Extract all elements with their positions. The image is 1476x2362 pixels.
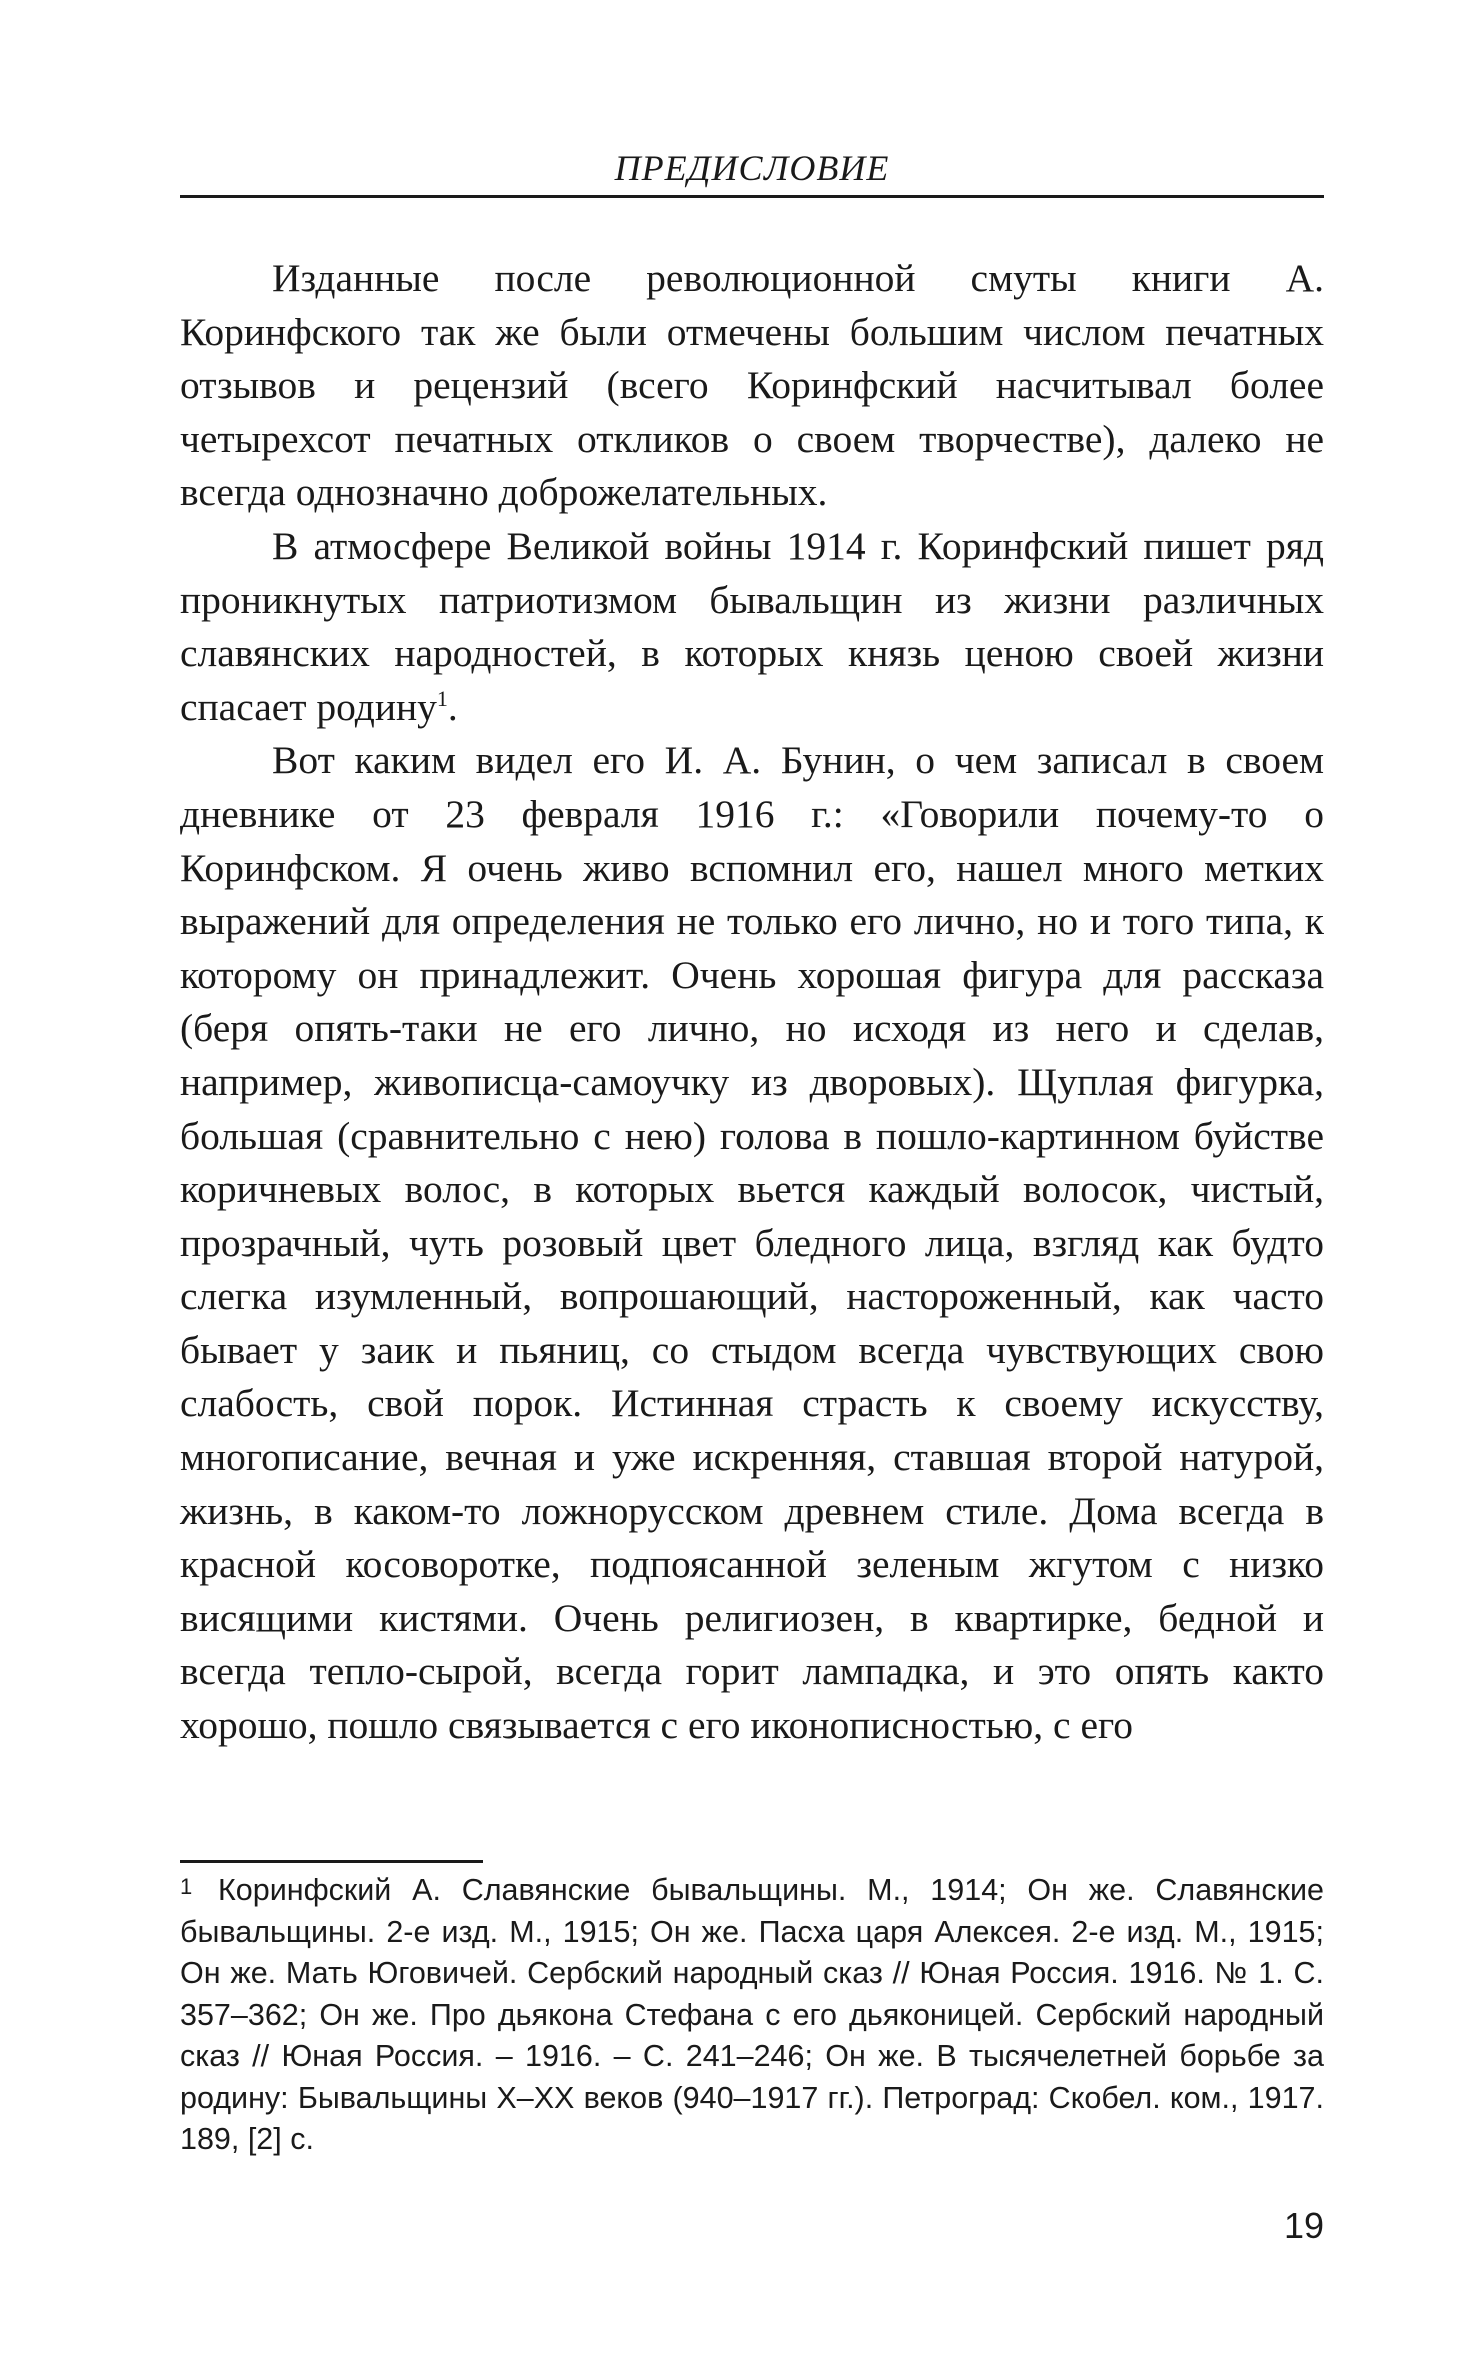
page-number: 19 [1283, 2205, 1324, 2246]
paragraph-2-tail: . [447, 684, 458, 729]
paragraph-1: Изданные после революционной смуты книги А. Коринфского так же были отмечены большим числом печатных отзывов и рецензий (всего Коринфский насчитывал более четырехсот печатных откликов о своем творчестве), далеко не всегда однозначно доброжелательных. [180, 256, 1324, 515]
footnote-reference[interactable]: 1 [436, 685, 448, 711]
footnote [180, 1870, 1324, 2161]
paragraph-2 [180, 520, 1324, 734]
footnote-number: 1 [180, 1874, 193, 1899]
paragraph-3: Вот каким видел его И. А. Бунин, о чем записал в своем дневнике от 23 февраля 1916 г.: «Говорили почему-то о Коринфском. Я очень живо вспомнил его, нашел много метких выражений для определения не только его лично, но и того типа, к которому он принадлежит. Очень хорошая фигура для рассказа (беря опять-таки не его лично, но исходя из него и сделав, например, живописца-самоучку из дворовых). Щуплая фигурка, большая (сравнительно с нею) голова в пошло-картинном буйстве коричневых волос, в которых вьется каждый волосок, чистый, прозрачный, чуть розовый цвет бледного лица, взгляд как будто слегка изумленный, вопрошающий, настороженный, как часто бывает у заик и пьяниц, со стыдом всегда чувствующих свою слабость, свой порок. Истинная страсть к своему искусству, многописание, вечная и уже искренняя, ставшая второй натурой, жизнь, в каком-то ложнорусском древнем стиле. Дома всегда в красной косоворотке, подпоясанной зеленым жгутом с низко висящими кистями. Очень религиозен, в квартирке, бедной и всегда тепло-сырой, всегда горит лампадка, и это опять както хорошо, пошло связывается с его иконописностью, с его [180, 738, 1324, 1748]
header-rule [180, 195, 1324, 198]
main-text [180, 252, 1324, 1753]
running-header: ПРЕДИСЛОВИЕ [614, 148, 890, 188]
footnote-rule [180, 1860, 483, 1863]
paragraph-2-text: В атмосфере Великой войны 1914 г. Коринфский пишет ряд проникнутых патриотизмом бывальщин из жизни различных славянских народностей, в которых князь ценою своей жизни спасает родину [180, 523, 1324, 729]
footnote-text: Коринфский А. Славянские бывальщины. М., 1914; Он же. Славянские бывальщины. 2-е изд. М., 1915; Он же. Пасха царя Алексея. 2-е изд. М., 1915; Он же. Мать Юговичей. Сербский народный сказ // Юная Россия. 1916. № 1. С. 357–362; Он же. Про дьякона Стефана с его дьяконицей. Сербский народный сказ // Юная Россия. – 1916. – С. 241–246; Он же. В тысячелетней борьбе за родину: Бывальщины X–XX веков (940–1917 гг.). Петроград: Скобел. ком., 1917. 189, [2] с. [180, 1873, 1324, 2156]
